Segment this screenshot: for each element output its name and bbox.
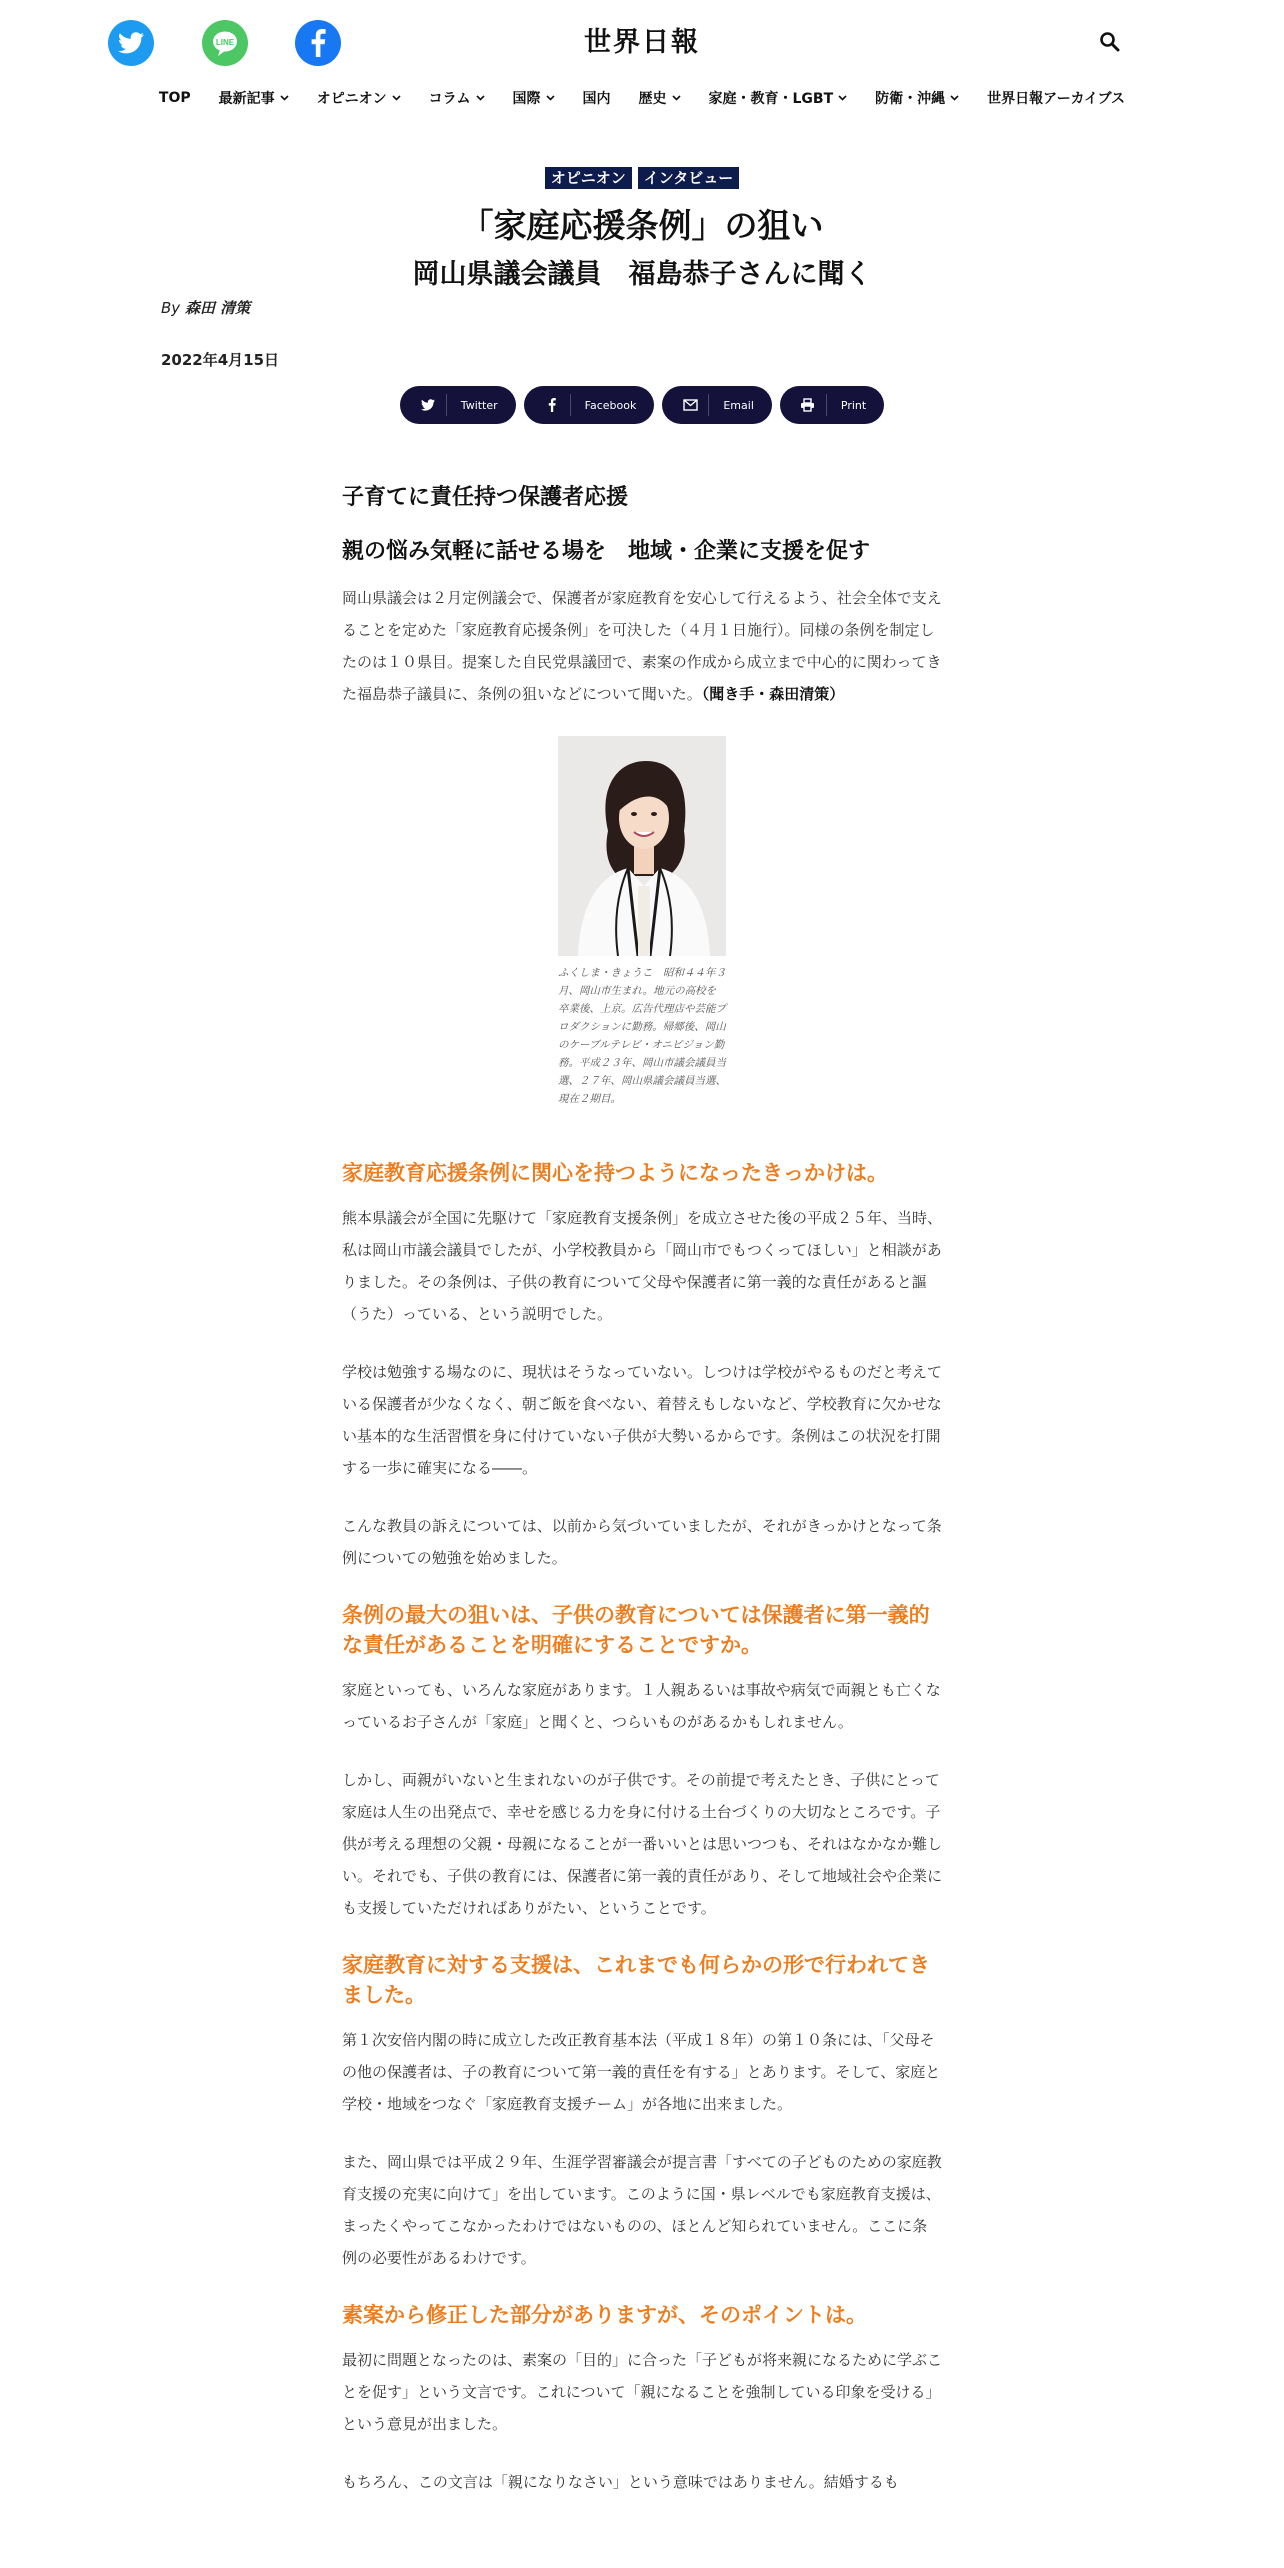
photo-caption: ふくしま・きょうこ 昭和４４年３月、岡山市生まれ。地元の高校を卒業後、上京。広告代理店や芸能プロダクションに勤務。帰郷後、岡山のケーブルテレビ・オニビジョン勤務。平成２３年、岡山市議会議員当選、２７年、岡山県議会議員当選、現在２期目。 <box>558 967 726 1105</box>
nav-item[interactable] <box>303 87 415 109</box>
question-heading: 素案から修正した部分がありますが、そのポイントは。 <box>342 2303 867 2327</box>
chevron-down-icon <box>392 94 401 104</box>
share-bar <box>0 386 1284 424</box>
divider <box>570 394 571 416</box>
chevron-down-icon <box>476 94 485 104</box>
chevron-down-icon <box>950 94 959 104</box>
facebook-icon <box>542 398 562 412</box>
answer-paragraph: もちろん、この文言は「親になりなさい」という意味ではありません。結婚するも <box>342 2473 899 2491</box>
share-label: Email <box>723 398 754 412</box>
share-print-button[interactable] <box>780 386 884 424</box>
article-title: 「家庭応援条例」の狙い <box>460 206 824 245</box>
answer-paragraph: こんな教員の訴えについては、以前から気づいていましたが、それがきっかけとなって条例についての勉強を始めました。 <box>342 1517 942 1567</box>
chevron-down-icon <box>838 94 847 104</box>
nav-item[interactable] <box>205 87 303 109</box>
nav-item[interactable] <box>499 87 569 109</box>
nav-item-label: オピニオン <box>316 91 387 107</box>
article-tags <box>0 167 1284 189</box>
article-kicker: 子育てに責任持つ保護者応援 <box>342 485 629 510</box>
chevron-down-icon <box>546 94 555 104</box>
twitter-icon <box>418 399 438 411</box>
share-email-button[interactable] <box>662 386 772 424</box>
byline-prefix: By <box>161 299 181 317</box>
search-icon[interactable] <box>1098 30 1122 58</box>
share-label: Twitter <box>460 398 498 412</box>
answer-paragraph: 最初に問題となったのは、素案の「目的」に合った「子どもが将来親になるために学ぶことを促す」という文言です。これについて「親になることを強制している印象を受ける」という意見が出ました。 <box>342 2351 943 2433</box>
nav-item[interactable] <box>145 87 205 109</box>
nav-item-label: 国内 <box>582 91 611 107</box>
nav-item[interactable] <box>861 87 973 109</box>
nav-item[interactable] <box>569 87 625 109</box>
publish-date: 2022年4月15日 <box>161 351 280 369</box>
article-body <box>342 480 942 2524</box>
nav-item[interactable] <box>695 87 862 109</box>
divider <box>826 394 827 416</box>
question-heading: 家庭教育応援条例に関心を持つようになったきっかけは。 <box>342 1161 888 1185</box>
intro-paragraph <box>342 582 942 710</box>
nav-item-label: 防衛・沖縄 <box>875 91 946 107</box>
answer-paragraph: 学校は勉強する場なのに、現状はそうなっていない。しつけは学校がやるものだと考えている保護者が少なくなく、朝ご飯を食べない、着替えもしないなど、学校教育に欠かせない基本的な生活習慣を身に付けていない子供が大勢いるからです。条例はこの状況を打開する一歩に確実になる――。 <box>342 1363 943 1477</box>
author-link[interactable]: 森田 清策 <box>184 299 251 317</box>
nav-item-label: 世界日報アーカイブス <box>987 91 1126 107</box>
nav-item-label: TOP <box>158 90 191 106</box>
answer-paragraph: 熊本県議会が全国に先駆けて「家庭教育支援条例」を成立させた後の平成２５年、当時、私は岡山市議会議員でしたが、小学校教員から「岡山市でもつくってほしい」と相談がありました。その条例は、子供の教育について父母や保護者に第一義的な責任があると謳（うた）っている、という説明でした。 <box>342 1209 943 1323</box>
share-twitter-button[interactable] <box>400 386 516 424</box>
nav-item-label: 国際 <box>512 91 541 107</box>
interviewee-figure <box>558 736 726 1108</box>
chevron-down-icon <box>280 94 289 104</box>
intro-text: 岡山県議会は２月定例議会で、保護者が家庭教育を安心して行えるよう、社会全体で支えることを定めた「家庭教育応援条例」を可決した（４月１日施行）。同様の条例を制定したのは１０県目。提案した自民党県議団で、素案の作成から成立まで中心的に関わってきた福島恭子議員に、条例の狙いなどについて聞いた。 <box>342 589 942 703</box>
lead-heading: 親の悩み気軽に話せる場を 地域・企業に支援を促す <box>342 539 871 564</box>
question-heading: 家庭教育に対する支援は、これまでも何らかの形で行われてきました。 <box>342 1953 930 2007</box>
share-label: Facebook <box>584 398 637 412</box>
question-heading: 条例の最大の狙いは、子供の教育については保護者に第一義的な責任があることを明確にすることですか。 <box>342 1603 930 1657</box>
chevron-down-icon <box>672 94 681 104</box>
interviewee-photo <box>558 736 726 956</box>
answer-paragraph: 第１次安倍内閣の時に成立した改正教育基本法（平成１８年）の第１０条には、「父母その他の保護者は、子の教育について第一義的責任を有する」とあります。そして、家庭と学校・地域をつなぐ「家庭教育支援チーム」が各地に出来ました。 <box>342 2031 941 2113</box>
nav-item-label: コラム <box>428 91 471 107</box>
main-nav <box>0 87 1284 109</box>
divider <box>446 394 447 416</box>
nav-item-label: 家庭・教育・LGBT <box>708 91 834 107</box>
svg-text:LINE: LINE <box>215 38 235 47</box>
nav-item[interactable] <box>415 87 499 109</box>
tag-interview[interactable]: インタビュー <box>638 167 739 189</box>
nav-item-label: 歴史 <box>638 91 667 107</box>
answer-paragraph: しかし、両親がいないと生まれないのが子供です。その前提で考えたとき、子供にとって家庭は人生の出発点で、幸せを感じる力を身に付ける土台づくりの大切なところです。子供が考える理想の父親・母親になることが一番いいとは思いつつも、それはなかなか難しい。それでも、子供の教育には、保護者に第一義的責任があり、そして地域社会や企業にも支援していただければありがたい、ということです。 <box>342 1771 943 1917</box>
answer-paragraph: また、岡山県では平成２９年、生涯学習審議会が提言書「すべての子どものための家庭教育支援の充実に向けて」を出しています。このように国・県レベルでも家庭教育支援は、まったくやってこなかったわけではないものの、ほとんど知られていません。ここに条例の必要性があるわけです。 <box>342 2153 942 2267</box>
email-icon <box>680 399 700 411</box>
nav-item-label: 最新記事 <box>218 91 275 107</box>
tag-opinion[interactable]: オピニオン <box>545 167 632 189</box>
intro-credit: （聞き手・森田清策） <box>701 685 845 703</box>
nav-item[interactable] <box>973 87 1139 109</box>
share-label: Print <box>840 398 867 412</box>
nav-item[interactable] <box>625 87 695 109</box>
site-logo[interactable]: 世界日報 <box>584 27 700 58</box>
print-icon <box>798 398 818 412</box>
answer-paragraph: 家庭といっても、いろんな家庭があります。１人親あるいは事故や病気で両親とも亡くなっているお子さんが「家庭」と聞くと、つらいものがあるかもしれません。 <box>342 1681 941 1731</box>
byline <box>161 297 250 318</box>
share-facebook-button[interactable] <box>524 386 655 424</box>
article-subtitle: 岡山県議会議員 福島恭子さんに聞く <box>412 259 872 290</box>
divider <box>708 394 709 416</box>
